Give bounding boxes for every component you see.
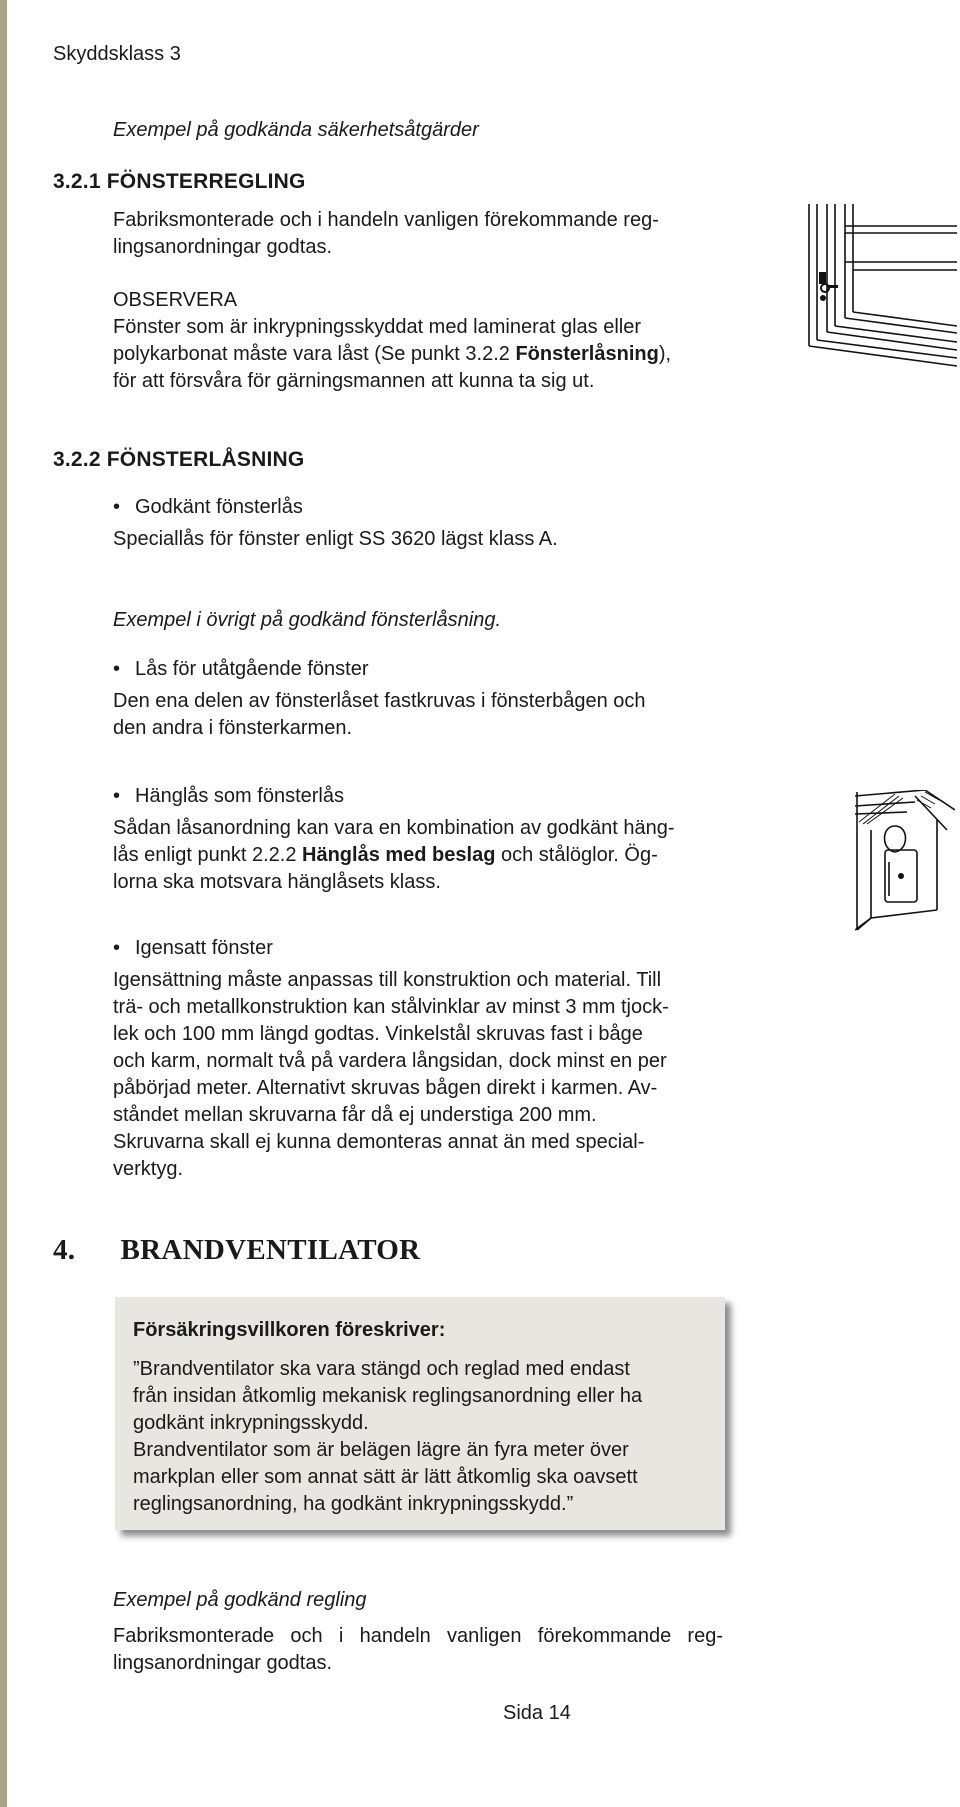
bullet-icon: • [113, 937, 121, 959]
paragraph-line [113, 842, 738, 869]
padlock-illustration [855, 790, 955, 935]
paragraph-line: Fabriksmonterade och i handeln vanligen förekommande reg- [113, 1625, 723, 1647]
paragraph-line: påbörjad meter. Alternativt skruvas bågen direkt i karmen. Av- [113, 1077, 658, 1099]
observe-block [113, 287, 753, 395]
paragraph-line: lingsanordningar godtas. [113, 1652, 333, 1674]
bullet-fixed-window [113, 935, 273, 961]
running-header: Skyddsklass 3 [53, 43, 181, 65]
quote-line: godkänt inkrypningsskydd. [133, 1412, 369, 1434]
bullet-label: Hänglås som fönsterlås [135, 785, 344, 807]
paragraph-3-2-1 [113, 207, 743, 261]
quote-line: markplan eller som annat sätt är lätt åtkomlig ska oavsett [133, 1466, 638, 1488]
bullet-label: Igensatt fönster [135, 937, 273, 959]
insurance-heading: Försäkringsvillkoren föreskriver: [133, 1319, 446, 1341]
paragraph-line: lingsanordningar godtas. [113, 236, 333, 258]
bullet-icon: • [113, 658, 121, 680]
section-title: FÖNSTERREGLING [106, 170, 306, 193]
paragraph-line: lorna ska motsvara hänglåsets klass. [113, 871, 441, 893]
paragraph-line: Fabriksmonterade och i handeln vanligen förekommande reg- [113, 209, 659, 231]
page-number: Sida 14 [503, 1702, 571, 1724]
observe-line: för att försvåra för gärningsmannen att kunna ta sig ut. [113, 370, 595, 392]
paragraph-line: Igensättning måste anpassas till konstruktion och material. Till [113, 969, 662, 991]
quote-line: reglingsanordning, ha godkänt inkrypningsskydd.” [133, 1493, 574, 1515]
window-latch-illustration [805, 200, 957, 370]
observe-text: polykarbonat måste vara låst (Se punkt 3.2.2 [113, 343, 516, 365]
padlock-text-part: och stålöglor. Ög- [495, 844, 658, 866]
section-number: 3.2.1 [53, 170, 101, 193]
bullet-label: Lås för utåtgående fönster [135, 658, 369, 680]
paragraph-line: Sådan låsanordning kan vara en kombination av godkänt häng- [113, 817, 675, 839]
bullet-icon: • [113, 785, 121, 807]
regling-examples-text [113, 1623, 723, 1677]
section-heading-4 [53, 1234, 420, 1267]
fixed-window-text [113, 967, 738, 1183]
section-title: FÖNSTERLÅSNING [106, 448, 305, 471]
observe-reference: Fönsterlåsning [515, 343, 659, 365]
section-heading-3-2-2 [53, 448, 304, 472]
section-number: 3.2.2 [53, 448, 101, 471]
quote-line: från insidan åtkomlig mekanisk reglingsanordning eller ha [133, 1385, 643, 1407]
bullet-approved-lock [113, 494, 303, 520]
paragraph-line: trä- och metallkonstruktion kan stålvinklar av minst 3 mm tjock- [113, 996, 669, 1018]
bullet-label: Godkänt fönsterlås [135, 496, 303, 518]
observe-line: Fönster som är inkrypningsskyddat med laminerat glas eller [113, 316, 641, 338]
padlock-text-part: lås enligt punkt 2.2.2 [113, 844, 303, 866]
regling-examples-heading: Exempel på godkänd regling [113, 1589, 367, 1611]
paragraph-line: Skruvarna skall ej kunna demonteras annat än med special- [113, 1131, 645, 1153]
observe-line [113, 341, 753, 368]
observe-label: OBSERVERA [113, 289, 238, 311]
quote-line: ”Brandventilator ska vara stängd och reglad med endast [133, 1358, 630, 1380]
padlock-text [113, 815, 738, 896]
section-title: BRANDVENTILATOR [120, 1234, 421, 1266]
insurance-quote-box [115, 1297, 725, 1530]
paragraph-line: och karm, normalt två på vardera långsidan, dock minst en per [113, 1050, 667, 1072]
paragraph-line: Den ena delen av fönsterlåset fastkruvas i fönsterbågen och [113, 690, 646, 712]
bullet-padlock [113, 783, 344, 809]
outward-lock-text [113, 688, 743, 742]
bullet-outward-lock [113, 656, 369, 682]
paragraph-line: ståndet mellan skruvarna får då ej understiga 200 mm. [113, 1104, 597, 1126]
examples-heading: Exempel på godkända säkerhetsåtgärder [113, 119, 479, 141]
paragraph-line: lek och 100 mm längd godtas. Vinkelstål skruvas fast i båge [113, 1023, 643, 1045]
paragraph-line: den andra i fönsterkarmen. [113, 717, 353, 739]
bullet-icon: • [113, 496, 121, 518]
section-heading-3-2-1 [53, 170, 306, 194]
approved-lock-text: Speciallås för fönster enligt SS 3620 lägst klass A. [113, 528, 558, 550]
page-edge-stripe [0, 0, 7, 1807]
quote-line: Brandventilator som är belägen lägre än fyra meter över [133, 1439, 629, 1461]
observe-text: ), [658, 343, 672, 365]
padlock-reference: Hänglås med beslag [302, 844, 496, 866]
other-examples-heading: Exempel i övrigt på godkänd fönsterlåsning. [113, 609, 502, 631]
paragraph-line: verktyg. [113, 1158, 184, 1180]
section-number: 4. [53, 1234, 76, 1266]
